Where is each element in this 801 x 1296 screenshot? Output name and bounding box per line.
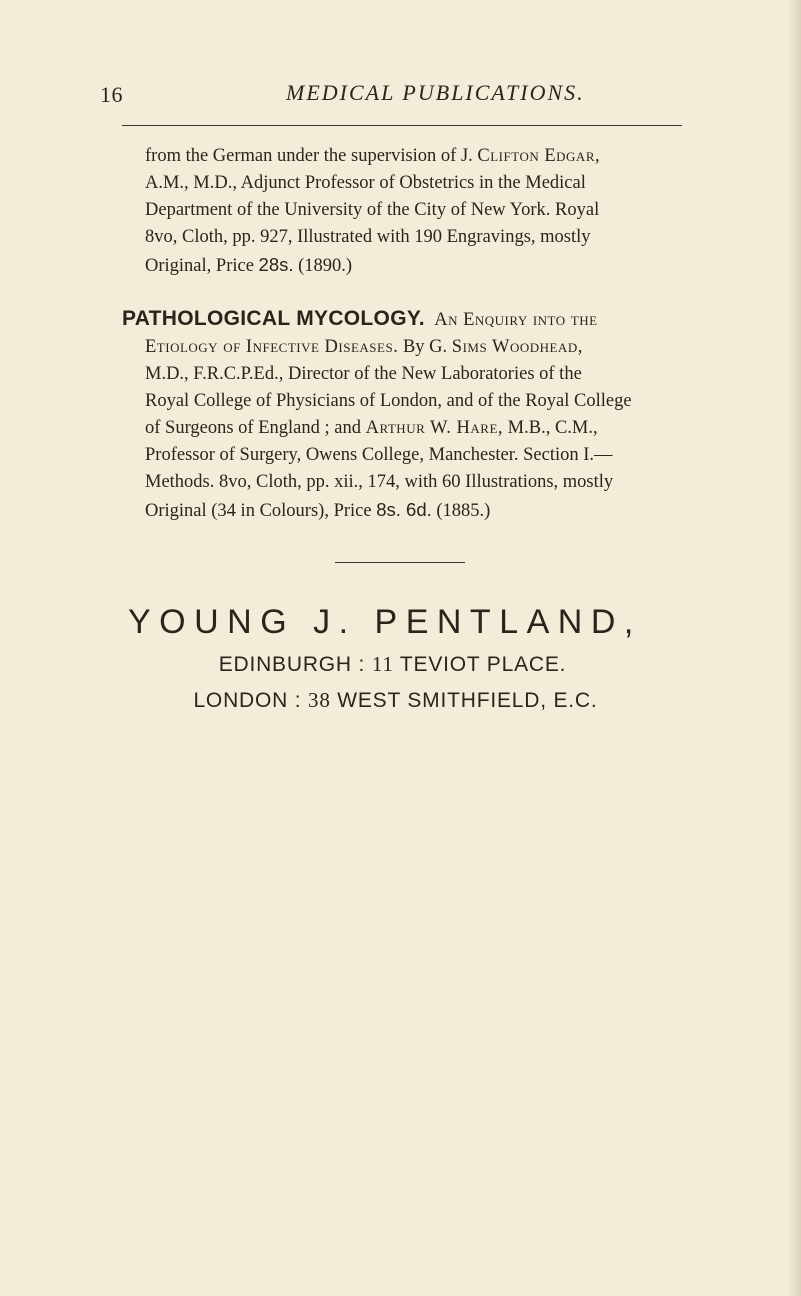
text-line: 8vo, Cloth, pp. 927, Illustrated with 190 Engravings, mostly [145, 227, 591, 247]
page-edge-shadow [787, 0, 801, 1296]
entry-subtitle-cont: Etiology of Infective Diseases. [145, 337, 399, 357]
header-rule [122, 125, 682, 126]
book-entry [122, 305, 708, 525]
text-line: Department of the University of the City of New York. Royal [145, 200, 600, 220]
price: 8s. 6d. [376, 499, 432, 520]
text-line: Etiology of Infective Diseases. By G. Sims Woodhead, [145, 337, 583, 357]
author-name: Clifton Edgar, [477, 146, 601, 166]
publisher-address-edinburgh: EDINBURGH : 11 TEVIOT PLACE. [218, 652, 567, 676]
text-line: from the German under the supervision of J. Clifton Edgar, [145, 146, 601, 166]
publisher-address-london: LONDON : 38 WEST SMITHFIELD, E.C. [193, 688, 598, 712]
continuation-paragraph [145, 143, 705, 280]
price: 28s. [258, 254, 294, 275]
page-number: 16 [100, 82, 123, 107]
publisher-name: YOUNG J. PENTLAND, [128, 603, 642, 641]
entry-subtitle: An Enquiry into the [434, 310, 598, 330]
text-line: Methods. 8vo, Cloth, pp. xii., 174, with 60 Illustrations, mostly [145, 472, 614, 492]
section-rule [335, 562, 465, 563]
running-head: MEDICAL PUBLICATIONS. [286, 80, 585, 105]
author-name: Sims Woodhead, [451, 337, 583, 357]
text-line: Original (34 in Colours), Price 8s. 6d. (1885.) [145, 499, 491, 521]
text-line: Royal College of Physicians of London, and of the Royal College [145, 391, 632, 411]
entry-title-line [122, 305, 708, 334]
text-line: Original, Price 28s. (1890.) [145, 254, 353, 276]
text-line: A.M., M.D., Adjunct Professor of Obstetrics in the Medical [145, 173, 586, 193]
text-line: of Surgeons of England ; and Arthur W. Hare, M.B., C.M., [145, 418, 598, 438]
entry-title: PATHOLOGICAL MYCOLOGY. [122, 307, 425, 330]
author-name: Arthur W. Hare, [365, 418, 504, 438]
text-line: Professor of Surgery, Owens College, Manchester. Section I.— [145, 445, 613, 465]
text-line: M.D., F.R.C.P.Ed., Director of the New Laboratories of the [145, 364, 582, 384]
